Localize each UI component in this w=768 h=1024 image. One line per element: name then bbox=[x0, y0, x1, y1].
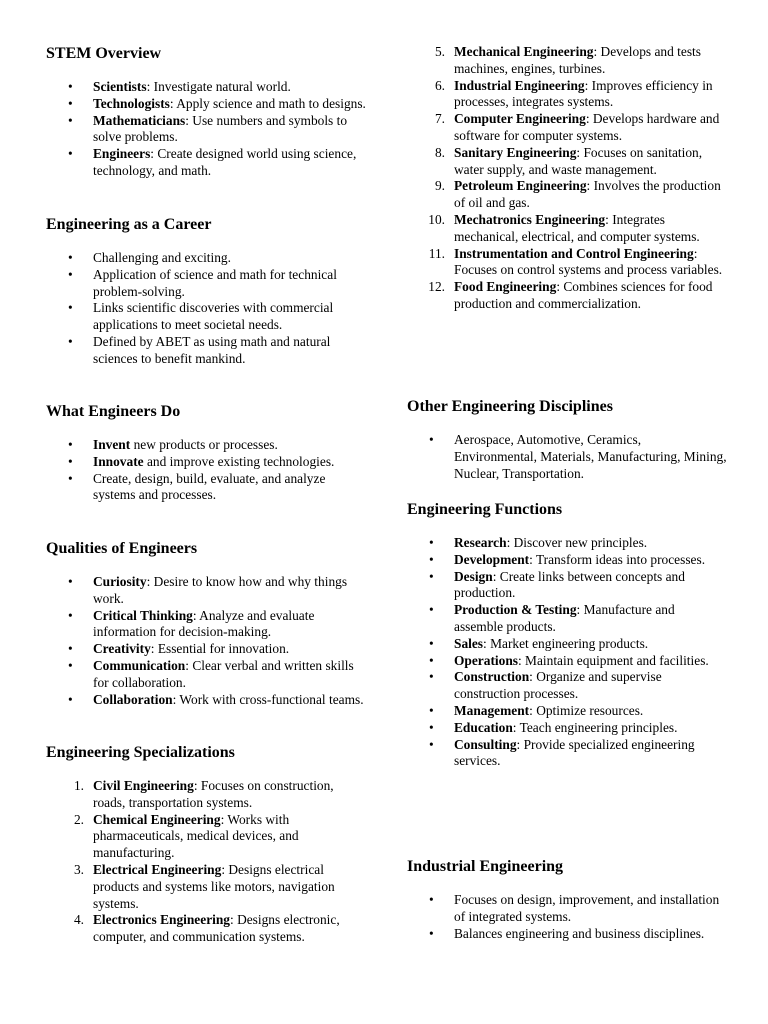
stem-overview-heading: STEM Overview bbox=[46, 45, 162, 62]
list-item: 12. Food Engineering: Combines sciences for food production and commercialization. bbox=[428, 279, 713, 311]
list-item: • Scientists: Investigate natural world. bbox=[46, 79, 366, 96]
other-disciplines-section bbox=[407, 397, 727, 482]
list-item: • Communication: Clear verbal and written skills for collaboration. bbox=[46, 658, 366, 692]
industrial-engineering-heading: Industrial Engineering bbox=[407, 858, 564, 875]
list-item: • Construction: Organize and supervise construction processes. bbox=[407, 669, 727, 703]
list-item: • Creativity: Essential for innovation. bbox=[46, 641, 366, 658]
other-disciplines-list bbox=[407, 432, 727, 482]
list-item: • Technologists: Apply science and math to designs. bbox=[46, 96, 366, 113]
what-engineers-do-heading: What Engineers Do bbox=[46, 403, 181, 420]
list-item: 9. Petroleum Engineering: Involves the production of oil and gas. bbox=[434, 178, 721, 211]
list-item: • Consulting: Provide specialized engineering services. bbox=[407, 737, 727, 771]
list-item: • Invent new products or processes. bbox=[46, 437, 366, 454]
list-item: • Operations: Maintain equipment and facilities. bbox=[407, 653, 727, 670]
list-item: • Sales: Market engineering products. bbox=[407, 636, 727, 653]
list-item: • Focuses on design, improvement, and installation of integrated systems. bbox=[407, 892, 727, 926]
list-item: • Balances engineering and business disciplines. bbox=[407, 926, 727, 943]
career-list bbox=[46, 250, 366, 368]
specializations-continued-list bbox=[407, 44, 727, 313]
list-item: • Research: Discover new principles. bbox=[407, 535, 727, 552]
specializations-list bbox=[46, 778, 366, 946]
stem-overview-list bbox=[46, 79, 366, 180]
list-item: 10. Mechatronics Engineering: Integrates mechanical, electrical, and computer systems. bbox=[428, 211, 700, 244]
career-section bbox=[46, 215, 366, 368]
stem-overview-section bbox=[46, 44, 366, 180]
list-item: • Engineers: Create designed world using science, technology, and math. bbox=[46, 146, 366, 180]
list-item: • Create, design, build, evaluate, and analyze systems and processes. bbox=[46, 471, 366, 505]
list-item: 3. Electrical Engineering: Designs electrical products and systems like motors, navigation systems. bbox=[73, 861, 335, 911]
list-item: 1. Civil Engineering: Focuses on construction, roads, transportation systems. bbox=[73, 778, 334, 810]
what-engineers-do-list bbox=[46, 437, 366, 504]
list-item: 5. Mechanical Engineering: Develops and tests machines, engines, turbines. bbox=[434, 44, 701, 76]
list-item: • Links scientific discoveries with commercial applications to meet societal needs. bbox=[46, 300, 366, 334]
list-item: 7. Computer Engineering: Develops hardware and software for computer systems. bbox=[434, 111, 720, 143]
engineering-functions-section bbox=[407, 500, 727, 770]
list-item: • Production & Testing: Manufacture and assemble products. bbox=[407, 602, 727, 636]
list-item: 11. Instrumentation and Control Engineering: Focuses on control systems and process variables. bbox=[428, 245, 723, 278]
specializations-continued-section bbox=[407, 44, 727, 313]
list-item: • Education: Teach engineering principles. bbox=[407, 720, 727, 737]
list-item: 8. Sanitary Engineering: Focuses on sanitation, water supply, and waste management. bbox=[434, 144, 703, 177]
industrial-engineering-list bbox=[407, 892, 727, 942]
list-item: • Application of science and math for technical problem-solving. bbox=[46, 267, 366, 301]
list-item: • Aerospace, Automotive, Ceramics, Environmental, Materials, Manufacturing, Mining, Nuclear, Transportation. bbox=[407, 432, 727, 482]
specializations-section bbox=[46, 743, 366, 946]
qualities-list bbox=[46, 574, 366, 708]
list-item: • Design: Create links between concepts and production. bbox=[407, 569, 727, 603]
list-item: • Innovate and improve existing technologies. bbox=[46, 454, 366, 471]
career-heading: Engineering as a Career bbox=[46, 216, 212, 233]
engineering-functions-list bbox=[407, 535, 727, 770]
list-item: 2. Chemical Engineering: Works with pharmaceuticals, medical devices, and manufacturing. bbox=[73, 811, 299, 861]
list-item: • Defined by ABET as using math and natural sciences to benefit mankind. bbox=[46, 334, 366, 368]
list-item: 6. Industrial Engineering: Improves efficiency in processes, integrates systems. bbox=[434, 77, 713, 110]
list-item: • Collaboration: Work with cross-functional teams. bbox=[46, 692, 366, 709]
list-item: • Development: Transform ideas into processes. bbox=[407, 552, 727, 569]
qualities-heading: Qualities of Engineers bbox=[46, 540, 198, 557]
engineering-functions-heading: Engineering Functions bbox=[407, 501, 563, 518]
qualities-section bbox=[46, 539, 366, 708]
industrial-engineering-section bbox=[407, 857, 727, 942]
list-item: 4. Electronics Engineering: Designs electronic, computer, and communication systems. bbox=[73, 912, 340, 945]
list-item: • Challenging and exciting. bbox=[46, 250, 366, 267]
list-item: • Critical Thinking: Analyze and evaluate information for decision-making. bbox=[46, 608, 366, 642]
specializations-heading: Engineering Specializations bbox=[46, 744, 235, 761]
list-item: • Mathematicians: Use numbers and symbols to solve problems. bbox=[46, 113, 366, 147]
other-disciplines-heading: Other Engineering Disciplines bbox=[407, 398, 613, 415]
list-item: • Management: Optimize resources. bbox=[407, 703, 727, 720]
list-item: • Curiosity: Desire to know how and why things work. bbox=[46, 574, 366, 608]
what-engineers-do-section bbox=[46, 402, 366, 504]
